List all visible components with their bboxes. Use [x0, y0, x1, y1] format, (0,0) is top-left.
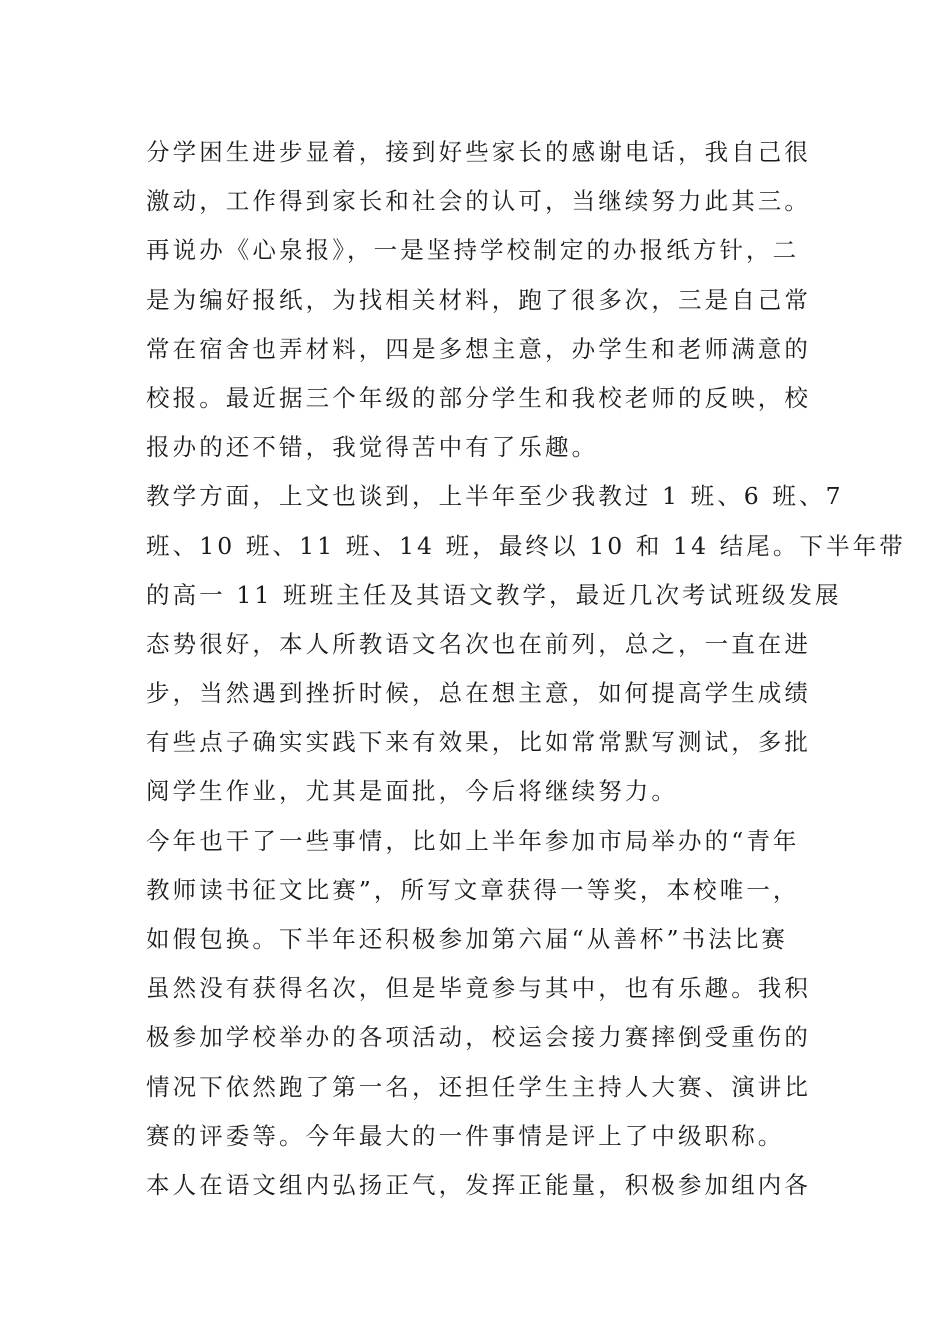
text-line: 态势很好，本人所教语文名次也在前列，总之，一直在进 — [146, 629, 811, 658]
text-line: 有些点子确实实践下来有效果，比如常常默写测试，多批 — [146, 728, 811, 757]
text-line: 情况下依然跑了第一名，还担任学生主持人大赛、演讲比 — [146, 1072, 811, 1101]
text-line: 激动，工作得到家长和社会的认可，当继续努力此其三。 — [146, 187, 811, 216]
text-line: 校报。最近据三个年级的部分学生和我校老师的反映，校 — [146, 383, 811, 412]
body-text — [146, 128, 906, 1210]
text-line: 教师读书征文比赛”，所写文章获得一等奖，本校唯一， — [146, 875, 800, 904]
text-line: 再说办《心泉报》，一是坚持学校制定的办报纸方针，二 — [146, 236, 800, 265]
text-line: 报办的还不错，我觉得苦中有了乐趣。 — [146, 433, 599, 462]
text-line: 教学方面，上文也谈到，上半年至少我教过 1 班、6 班、7 — [146, 482, 844, 511]
text-line: 赛的评委等。今年最大的一件事情是评上了中级职称。 — [146, 1121, 785, 1150]
text-line: 极参加学校举办的各项活动，校运会接力赛摔倒受重伤的 — [146, 1023, 811, 1052]
text-line: 是为编好报纸，为找相关材料，跑了很多次，三是自己常 — [146, 285, 811, 314]
text-line: 班、10 班、11 班、14 班，最终以 10 和 14 结尾。下半年带 — [146, 531, 906, 560]
text-line: 今年也干了一些事情，比如上半年参加市局举办的“青年 — [146, 826, 800, 855]
text-line: 本人在语文组内弘扬正气，发挥正能量，积极参加组内各 — [146, 1170, 811, 1199]
text-line: 分学困生进步显着，接到好些家长的感谢电话，我自己很 — [146, 138, 811, 166]
text-line: 常在宿舍也弄材料，四是多想主意，办学生和老师满意的 — [146, 334, 811, 363]
text-line: 的高一 11 班班主任及其语文教学，最近几次考试班级发展 — [146, 580, 842, 609]
text-line: 步，当然遇到挫折时候，总在想主意，如何提高学生成绩 — [146, 679, 811, 708]
text-line: 虽然没有获得名次，但是毕竟参与其中，也有乐趣。我积 — [146, 974, 811, 1003]
text-line: 阅学生作业，尤其是面批，今后将继续努力。 — [146, 777, 678, 806]
text-line: 如假包换。下半年还积极参加第六届“从善杯”书法比赛 — [146, 925, 789, 953]
